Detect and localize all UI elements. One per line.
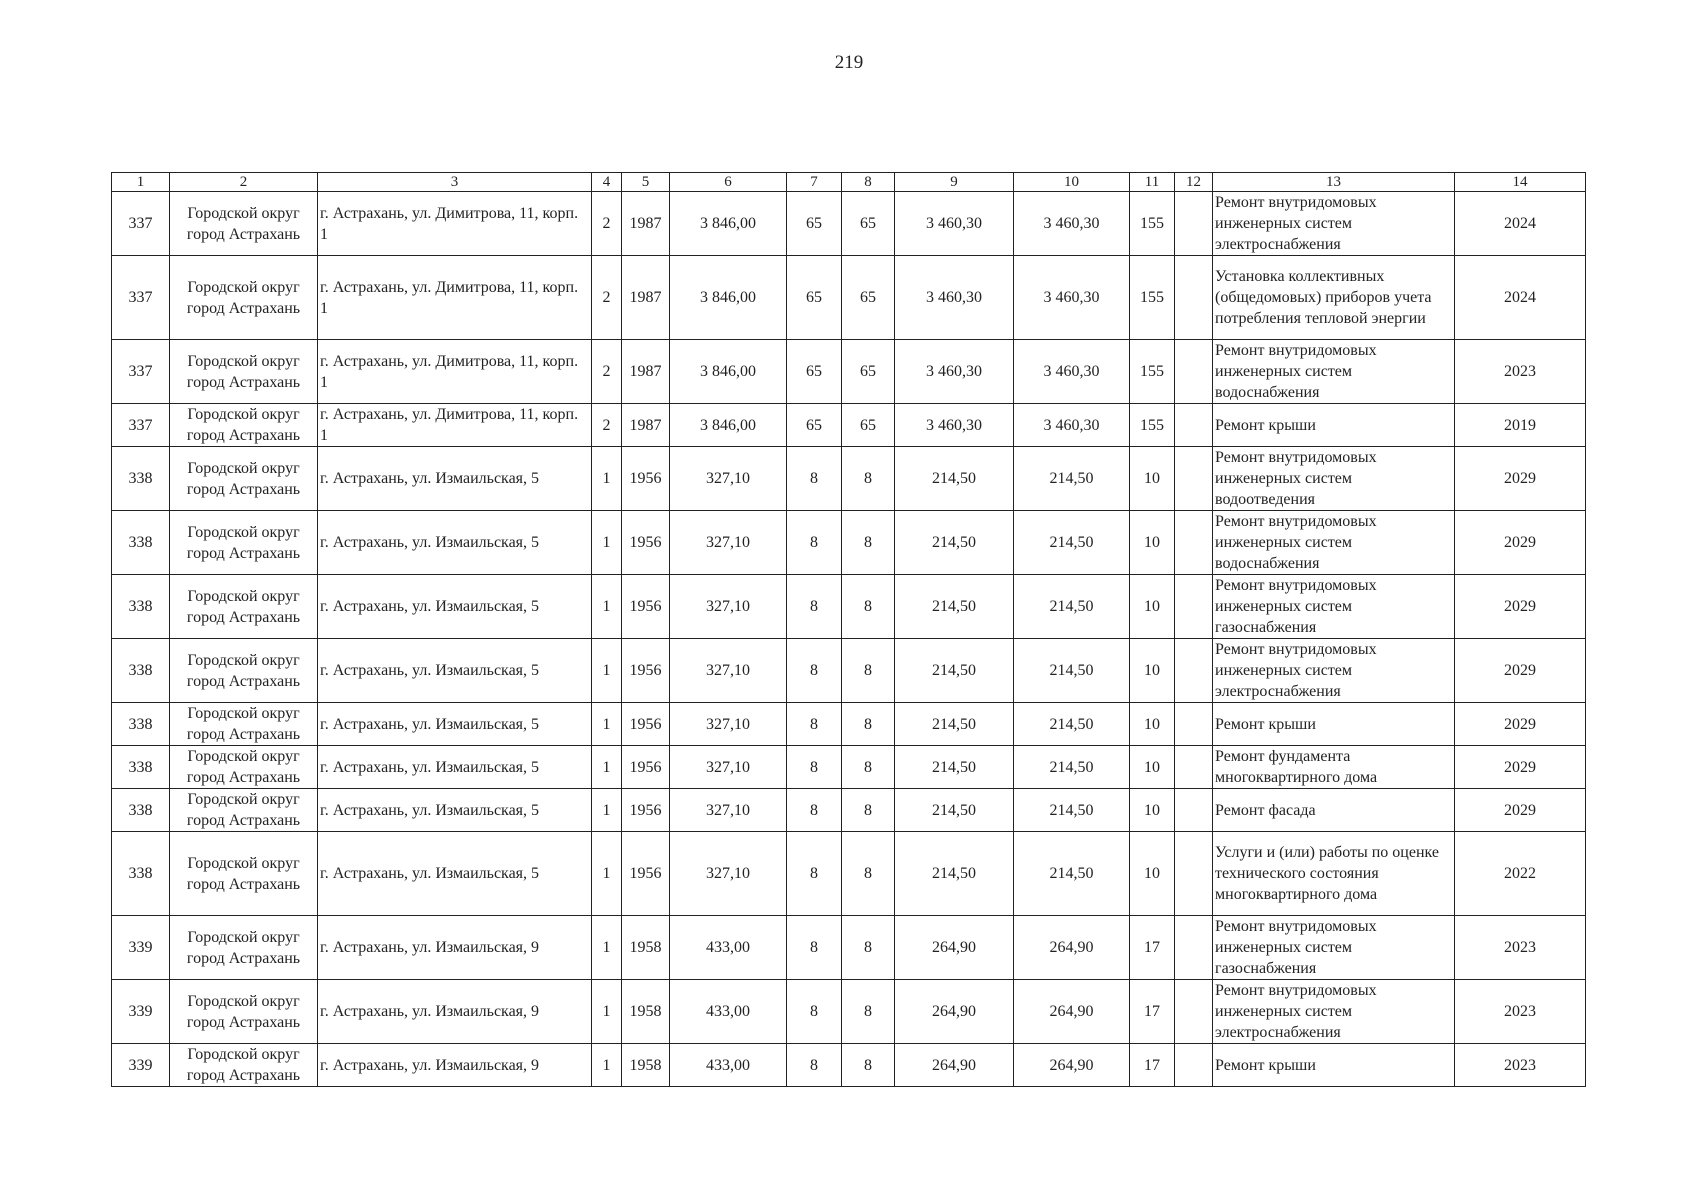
cell-col-11: 10 [1130,789,1175,832]
cell-col-12 [1175,447,1213,511]
cell-col-11: 17 [1130,916,1175,980]
cell-col-4: 1 [592,447,622,511]
column-number-1: 1 [112,173,170,192]
column-number-3: 3 [318,173,592,192]
cell-col-12 [1175,511,1213,575]
table-row [112,703,1586,746]
address: г. Астрахань, ул. Димитрова, 11, корп. 1 [318,192,592,256]
cell-col-10: 214,50 [1014,832,1130,916]
work-type: Ремонт внутридомовых инженерных систем электроснабжения [1213,980,1455,1044]
cell-col-8: 8 [842,1044,895,1087]
cell-col-7: 8 [787,447,842,511]
cell-col-10: 214,50 [1014,447,1130,511]
cell-col-9: 214,50 [895,575,1014,639]
cell-col-12 [1175,916,1213,980]
row-number: 339 [112,980,170,1044]
column-number-11: 11 [1130,173,1175,192]
cell-col-12 [1175,256,1213,340]
work-type: Ремонт внутридомовых инженерных систем электроснабжения [1213,192,1455,256]
build-year: 1958 [622,916,670,980]
cell-col-7: 65 [787,340,842,404]
column-number-14: 14 [1455,173,1586,192]
cell-col-11: 17 [1130,980,1175,1044]
table-row [112,256,1586,340]
row-number: 337 [112,340,170,404]
planned-year: 2024 [1455,192,1586,256]
column-number-8: 8 [842,173,895,192]
municipality: Городской округ город Астрахань [170,703,318,746]
column-number-header-row [112,173,1586,192]
row-number: 338 [112,575,170,639]
municipality: Городской округ город Астрахань [170,1044,318,1087]
cell-col-12 [1175,832,1213,916]
cell-col-9: 264,90 [895,980,1014,1044]
capital-repair-table [111,172,1586,1087]
cell-col-12 [1175,703,1213,746]
cell-col-12 [1175,404,1213,447]
table-row [112,916,1586,980]
row-number: 338 [112,511,170,575]
address: г. Астрахань, ул. Измаильская, 5 [318,639,592,703]
address: г. Астрахань, ул. Измаильская, 5 [318,511,592,575]
cell-col-9: 214,50 [895,639,1014,703]
table-row [112,447,1586,511]
cell-col-12 [1175,746,1213,789]
build-year: 1956 [622,511,670,575]
column-number-9: 9 [895,173,1014,192]
cell-col-7: 8 [787,511,842,575]
build-year: 1956 [622,746,670,789]
cell-col-9: 3 460,30 [895,192,1014,256]
column-number-13: 13 [1213,173,1455,192]
column-number-10: 10 [1014,173,1130,192]
cell-col-10: 3 460,30 [1014,256,1130,340]
cell-col-4: 1 [592,703,622,746]
build-year: 1956 [622,789,670,832]
municipality: Городской округ город Астрахань [170,916,318,980]
cell-col-4: 1 [592,575,622,639]
cell-col-11: 10 [1130,703,1175,746]
cell-col-11: 10 [1130,511,1175,575]
cell-col-8: 8 [842,916,895,980]
column-number-7: 7 [787,173,842,192]
cell-col-11: 155 [1130,404,1175,447]
cell-col-8: 65 [842,404,895,447]
build-year: 1987 [622,404,670,447]
cell-col-11: 10 [1130,746,1175,789]
total-area: 3 846,00 [670,256,787,340]
row-number: 338 [112,832,170,916]
cell-col-10: 214,50 [1014,703,1130,746]
build-year: 1958 [622,1044,670,1087]
cell-col-4: 2 [592,340,622,404]
cell-col-10: 214,50 [1014,639,1130,703]
planned-year: 2022 [1455,832,1586,916]
work-type: Ремонт внутридомовых инженерных систем водоснабжения [1213,511,1455,575]
total-area: 327,10 [670,639,787,703]
work-type: Ремонт крыши [1213,703,1455,746]
cell-col-12 [1175,639,1213,703]
municipality: Городской округ город Астрахань [170,447,318,511]
planned-year: 2029 [1455,639,1586,703]
planned-year: 2023 [1455,980,1586,1044]
planned-year: 2029 [1455,575,1586,639]
municipality: Городской округ город Астрахань [170,789,318,832]
address: г. Астрахань, ул. Измаильская, 5 [318,789,592,832]
column-number-6: 6 [670,173,787,192]
cell-col-9: 214,50 [895,789,1014,832]
table-row [112,1044,1586,1087]
table-row [112,575,1586,639]
cell-col-7: 8 [787,575,842,639]
cell-col-8: 8 [842,447,895,511]
cell-col-11: 10 [1130,832,1175,916]
address: г. Астрахань, ул. Измаильская, 5 [318,575,592,639]
municipality: Городской округ город Астрахань [170,575,318,639]
total-area: 3 846,00 [670,404,787,447]
table-row [112,404,1586,447]
column-number-2: 2 [170,173,318,192]
row-number: 339 [112,1044,170,1087]
total-area: 433,00 [670,1044,787,1087]
build-year: 1956 [622,447,670,511]
cell-col-10: 264,90 [1014,916,1130,980]
planned-year: 2023 [1455,340,1586,404]
row-number: 338 [112,746,170,789]
total-area: 3 846,00 [670,340,787,404]
address: г. Астрахань, ул. Димитрова, 11, корп. 1 [318,340,592,404]
planned-year: 2029 [1455,447,1586,511]
cell-col-9: 264,90 [895,916,1014,980]
cell-col-8: 8 [842,575,895,639]
work-type: Услуги и (или) работы по оценке технического состояния многоквартирного дома [1213,832,1455,916]
work-type: Ремонт внутридомовых инженерных систем водоснабжения [1213,340,1455,404]
cell-col-4: 2 [592,404,622,447]
work-type: Ремонт фасада [1213,789,1455,832]
planned-year: 2019 [1455,404,1586,447]
cell-col-10: 214,50 [1014,789,1130,832]
municipality: Городской округ город Астрахань [170,340,318,404]
cell-col-12 [1175,789,1213,832]
cell-col-8: 8 [842,639,895,703]
cell-col-10: 3 460,30 [1014,404,1130,447]
cell-col-8: 8 [842,789,895,832]
cell-col-11: 10 [1130,447,1175,511]
cell-col-9: 214,50 [895,746,1014,789]
table-row [112,192,1586,256]
build-year: 1956 [622,832,670,916]
total-area: 327,10 [670,575,787,639]
cell-col-7: 8 [787,916,842,980]
total-area: 3 846,00 [670,192,787,256]
cell-col-4: 1 [592,639,622,703]
cell-col-8: 8 [842,703,895,746]
cell-col-7: 8 [787,1044,842,1087]
cell-col-11: 17 [1130,1044,1175,1087]
cell-col-12 [1175,340,1213,404]
row-number: 337 [112,192,170,256]
address: г. Астрахань, ул. Измаильская, 9 [318,916,592,980]
municipality: Городской округ город Астрахань [170,404,318,447]
cell-col-11: 10 [1130,639,1175,703]
cell-col-4: 1 [592,511,622,575]
total-area: 327,10 [670,789,787,832]
cell-col-4: 2 [592,192,622,256]
build-year: 1987 [622,256,670,340]
cell-col-11: 10 [1130,575,1175,639]
address: г. Астрахань, ул. Димитрова, 11, корп. 1 [318,256,592,340]
column-number-4: 4 [592,173,622,192]
row-number: 338 [112,703,170,746]
total-area: 327,10 [670,832,787,916]
cell-col-11: 155 [1130,256,1175,340]
cell-col-4: 1 [592,1044,622,1087]
cell-col-12 [1175,575,1213,639]
planned-year: 2024 [1455,256,1586,340]
address: г. Астрахань, ул. Измаильская, 9 [318,980,592,1044]
total-area: 327,10 [670,746,787,789]
cell-col-7: 8 [787,789,842,832]
cell-col-8: 65 [842,192,895,256]
cell-col-9: 264,90 [895,1044,1014,1087]
cell-col-8: 8 [842,746,895,789]
work-type: Ремонт внутридомовых инженерных систем электроснабжения [1213,639,1455,703]
cell-col-9: 3 460,30 [895,340,1014,404]
planned-year: 2029 [1455,746,1586,789]
cell-col-12 [1175,1044,1213,1087]
table-row [112,746,1586,789]
total-area: 433,00 [670,980,787,1044]
work-type: Ремонт крыши [1213,404,1455,447]
table-row [112,832,1586,916]
cell-col-10: 214,50 [1014,746,1130,789]
cell-col-10: 214,50 [1014,575,1130,639]
address: г. Астрахань, ул. Измаильская, 9 [318,1044,592,1087]
cell-col-9: 3 460,30 [895,256,1014,340]
row-number: 338 [112,447,170,511]
row-number: 337 [112,404,170,447]
cell-col-12 [1175,980,1213,1044]
cell-col-9: 214,50 [895,832,1014,916]
cell-col-4: 1 [592,746,622,789]
planned-year: 2023 [1455,1044,1586,1087]
address: г. Астрахань, ул. Измаильская, 5 [318,832,592,916]
work-type: Ремонт фундамента многоквартирного дома [1213,746,1455,789]
total-area: 327,10 [670,511,787,575]
table-row [112,511,1586,575]
row-number: 338 [112,789,170,832]
cell-col-12 [1175,192,1213,256]
cell-col-10: 3 460,30 [1014,340,1130,404]
cell-col-10: 264,90 [1014,980,1130,1044]
cell-col-8: 65 [842,256,895,340]
cell-col-10: 264,90 [1014,1044,1130,1087]
municipality: Городской округ город Астрахань [170,192,318,256]
cell-col-7: 65 [787,404,842,447]
row-number: 337 [112,256,170,340]
planned-year: 2029 [1455,789,1586,832]
build-year: 1958 [622,980,670,1044]
page-number: 219 [834,52,864,73]
cell-col-4: 1 [592,832,622,916]
row-number: 338 [112,639,170,703]
cell-col-8: 8 [842,832,895,916]
cell-col-4: 1 [592,916,622,980]
cell-col-4: 1 [592,789,622,832]
cell-col-7: 65 [787,192,842,256]
work-type: Ремонт внутридомовых инженерных систем газоснабжения [1213,575,1455,639]
planned-year: 2029 [1455,703,1586,746]
work-type: Ремонт внутридомовых инженерных систем газоснабжения [1213,916,1455,980]
planned-year: 2029 [1455,511,1586,575]
cell-col-7: 8 [787,980,842,1044]
table-row [112,789,1586,832]
cell-col-10: 214,50 [1014,511,1130,575]
cell-col-9: 214,50 [895,447,1014,511]
work-type: Установка коллективных (общедомовых) приборов учета потребления тепловой энергии [1213,256,1455,340]
cell-col-7: 8 [787,746,842,789]
column-number-5: 5 [622,173,670,192]
build-year: 1956 [622,703,670,746]
municipality: Городской округ город Астрахань [170,980,318,1044]
cell-col-8: 65 [842,340,895,404]
cell-col-8: 8 [842,511,895,575]
cell-col-4: 2 [592,256,622,340]
work-type: Ремонт крыши [1213,1044,1455,1087]
municipality: Городской округ город Астрахань [170,511,318,575]
total-area: 327,10 [670,447,787,511]
cell-col-10: 3 460,30 [1014,192,1130,256]
cell-col-7: 8 [787,832,842,916]
address: г. Астрахань, ул. Измаильская, 5 [318,703,592,746]
build-year: 1956 [622,575,670,639]
address: г. Астрахань, ул. Измаильская, 5 [318,746,592,789]
cell-col-9: 214,50 [895,511,1014,575]
build-year: 1987 [622,192,670,256]
column-number-12: 12 [1175,173,1213,192]
address: г. Астрахань, ул. Димитрова, 11, корп. 1 [318,404,592,447]
cell-col-4: 1 [592,980,622,1044]
cell-col-7: 8 [787,703,842,746]
cell-col-9: 214,50 [895,703,1014,746]
cell-col-11: 155 [1130,192,1175,256]
table-row [112,639,1586,703]
total-area: 327,10 [670,703,787,746]
planned-year: 2023 [1455,916,1586,980]
municipality: Городской округ город Астрахань [170,746,318,789]
address: г. Астрахань, ул. Измаильская, 5 [318,447,592,511]
table-row [112,980,1586,1044]
cell-col-11: 155 [1130,340,1175,404]
work-type: Ремонт внутридомовых инженерных систем водоотведения [1213,447,1455,511]
municipality: Городской округ город Астрахань [170,639,318,703]
municipality: Городской округ город Астрахань [170,832,318,916]
cell-col-9: 3 460,30 [895,404,1014,447]
total-area: 433,00 [670,916,787,980]
cell-col-8: 8 [842,980,895,1044]
row-number: 339 [112,916,170,980]
build-year: 1956 [622,639,670,703]
municipality: Городской округ город Астрахань [170,256,318,340]
cell-col-7: 65 [787,256,842,340]
cell-col-7: 8 [787,639,842,703]
build-year: 1987 [622,340,670,404]
table-row [112,340,1586,404]
